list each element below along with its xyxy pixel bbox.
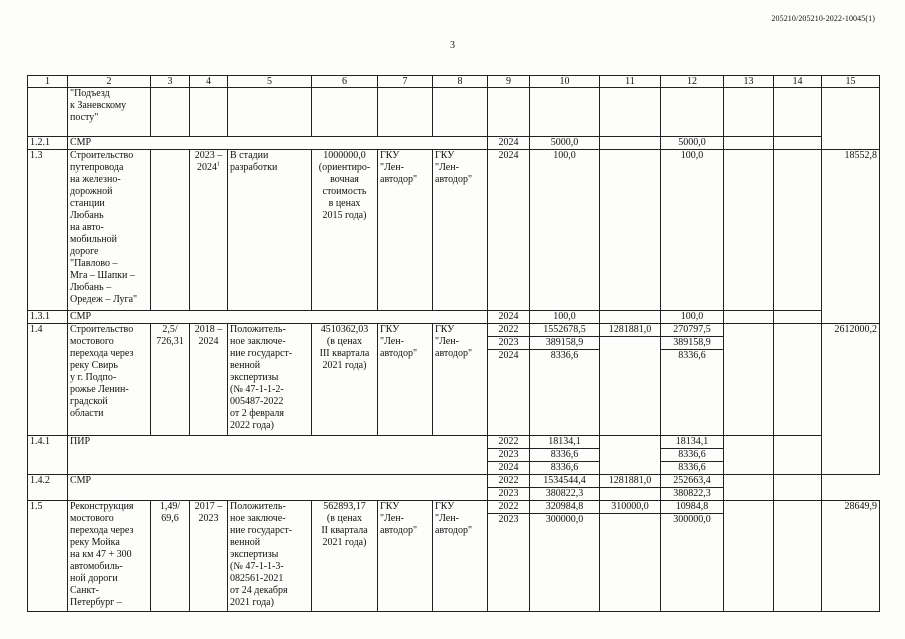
- table-row: [28, 150, 880, 311]
- customer-cell: ГКУ "Лен- автодор": [378, 501, 433, 612]
- table-row: [28, 501, 880, 514]
- total-cell: 18552,8: [822, 150, 880, 324]
- column-header: 2: [68, 76, 151, 88]
- column-header: 4: [190, 76, 228, 88]
- value-cell: 389158,9: [530, 337, 600, 350]
- table-row: [28, 88, 880, 137]
- total-cell: 2612000,2: [822, 324, 880, 475]
- value-cell: 8336,6: [530, 350, 600, 436]
- year-cell: 2024: [488, 150, 530, 311]
- footnote-mark: 1: [217, 161, 220, 168]
- year-cell: 2022: [488, 475, 530, 488]
- value-cell: 380822,3: [661, 488, 724, 501]
- page-number: 3: [450, 40, 455, 51]
- total-cell: 28649,9: [822, 501, 880, 612]
- value-cell: 320984,8: [530, 501, 600, 514]
- value-cell: 5000,0: [530, 137, 600, 150]
- value-cell: 100,0: [530, 150, 600, 311]
- year-cell: 2024: [488, 311, 530, 324]
- customer-cell: ГКУ "Лен- автодор": [378, 150, 433, 311]
- year-cell: 2023: [488, 449, 530, 462]
- period-cell: 2018 – 2024: [190, 324, 228, 436]
- value-cell: 1281881,0: [600, 324, 661, 337]
- status-cell: Положитель- ное заключе- ние государст- венной экспертизы (№ 47-1-1-2- 005487-2022 от 2 февраля 2022 года): [228, 324, 312, 436]
- column-header: 3: [151, 76, 190, 88]
- value-cell: 1534544,4: [530, 475, 600, 488]
- contractor-cell: ГКУ "Лен- автодор": [433, 501, 488, 612]
- table-row: [28, 475, 880, 488]
- column-header: 11: [600, 76, 661, 88]
- work-type: СМР: [68, 475, 488, 501]
- value-cell: 100,0: [530, 311, 600, 324]
- value-cell: 8336,6: [661, 462, 724, 475]
- column-header: 1: [28, 76, 68, 88]
- year-cell: 2024: [488, 137, 530, 150]
- contractor-cell: ГКУ "Лен- автодор": [433, 150, 488, 311]
- value-cell: 18134,1: [661, 436, 724, 449]
- table-row: [28, 436, 880, 449]
- value-cell: 270797,5: [661, 324, 724, 337]
- row-number: 1.3: [28, 150, 68, 311]
- year-cell: 2023: [488, 488, 530, 501]
- value-cell: 18134,1: [530, 436, 600, 449]
- length-cell: 2,5/ 726,31: [151, 324, 190, 436]
- row-number: 1.4.2: [28, 475, 68, 501]
- year-cell: 2024: [488, 462, 530, 475]
- column-header: 13: [724, 76, 774, 88]
- value-cell: 252663,4: [661, 475, 724, 488]
- year-cell: 2023: [488, 337, 530, 350]
- column-header: 7: [378, 76, 433, 88]
- value-cell: 1552678,5: [530, 324, 600, 337]
- value-cell: 1281881,0: [600, 475, 661, 488]
- column-header: 9: [488, 76, 530, 88]
- header-row: [28, 76, 880, 88]
- value-cell: 300000,0: [530, 514, 600, 612]
- cost-cell: 562893,17 (в ценах II квартала 2021 года): [312, 501, 378, 612]
- object-name: Строительство путепровода на железно- дорожной станции Любань на авто- мобильной дороге "Павлово – Мга – Шапки – Любань – Оредеж – Луга": [68, 150, 151, 311]
- value-cell: 389158,9: [661, 337, 724, 350]
- status-cell: Положитель- ное заключе- ние государст- венной экспертизы (№ 47-1-1-3- 082561-2021 от 24 декабря 2021 года): [228, 501, 312, 612]
- row-number: 1.2.1: [28, 137, 68, 150]
- document-id: 205210/205210-2022-10045(1): [771, 14, 875, 23]
- table-row: [28, 137, 880, 150]
- value-cell: 5000,0: [661, 137, 724, 150]
- object-name: Реконструкция мостового перехода через реку Мойка на км 47 + 300 автомобиль- ной дороги Санкт- Петербург –: [68, 501, 151, 612]
- column-header: 8: [433, 76, 488, 88]
- status-cell: В стадии разработки: [228, 150, 312, 311]
- column-header: 6: [312, 76, 378, 88]
- value-cell: 8336,6: [530, 462, 600, 475]
- table-row: [28, 324, 880, 337]
- value-cell: 8336,6: [530, 449, 600, 462]
- value-cell: 8336,6: [661, 350, 724, 436]
- row-number: 1.3.1: [28, 311, 68, 324]
- period-cell: 2017 – 2023: [190, 501, 228, 612]
- year-cell: 2022: [488, 501, 530, 514]
- contractor-cell: ГКУ "Лен- автодор": [433, 324, 488, 436]
- year-cell: 2022: [488, 324, 530, 337]
- row-number: 1.4: [28, 324, 68, 436]
- year-cell: 2023: [488, 514, 530, 612]
- value-cell: 100,0: [661, 150, 724, 311]
- value-cell: 8336,6: [661, 449, 724, 462]
- work-type: ПИР: [68, 436, 488, 475]
- column-header: 15: [822, 76, 880, 88]
- table-row: [28, 311, 880, 324]
- object-name: "Подъезд к Заневскому посту": [68, 88, 151, 137]
- column-header: 5: [228, 76, 312, 88]
- data-table: [27, 75, 880, 612]
- row-number: 1.4.1: [28, 436, 68, 475]
- value-cell: 380822,3: [530, 488, 600, 501]
- period-cell: 2023 – 2024$^1$: [190, 150, 228, 311]
- column-header: 12: [661, 76, 724, 88]
- object-name: Строительство мостового перехода через реку Свирь у г. Подпо- рожье Ленин- градской области: [68, 324, 151, 436]
- value-cell: 310000,0: [600, 501, 661, 514]
- year-cell: 2022: [488, 436, 530, 449]
- cost-cell: 1000000,0 (ориентиро- вочная стоимость в ценах 2015 года): [312, 150, 378, 311]
- year-cell: 2024: [488, 350, 530, 436]
- value-cell: 10984,8: [661, 501, 724, 514]
- value-cell: 300000,0: [661, 514, 724, 612]
- column-header: 14: [774, 76, 822, 88]
- customer-cell: ГКУ "Лен- автодор": [378, 324, 433, 436]
- row-number: 1.5: [28, 501, 68, 612]
- work-type: СМР: [68, 311, 488, 324]
- column-header: 10: [530, 76, 600, 88]
- work-type: СМР: [68, 137, 488, 150]
- value-cell: 100,0: [661, 311, 724, 324]
- cost-cell: 4510362,03 (в ценах III квартала 2021 года): [312, 324, 378, 436]
- length-cell: 1,49/ 69,6: [151, 501, 190, 612]
